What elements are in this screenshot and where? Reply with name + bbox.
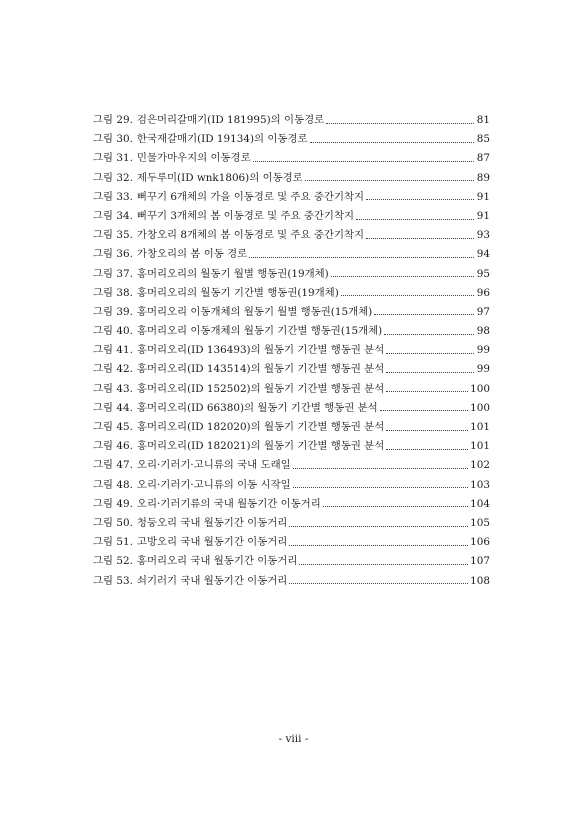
page-reference: 100 (470, 382, 490, 395)
figure-number: 그림 37. (93, 267, 133, 280)
figure-list-item[interactable] (93, 169, 490, 188)
figure-title: 홍머리오리 이동개체의 월동기 월별 행동권(15개체) (136, 305, 373, 318)
figure-list-item[interactable] (93, 188, 490, 207)
dot-leader (380, 409, 469, 411)
figure-list-item[interactable] (93, 533, 490, 552)
figure-title: 홍머리오리(ID 136493)의 월동기 기간별 행동권 분석 (136, 344, 385, 357)
figure-title: 뻐꾸기 3개체의 봄 이동경로 및 주요 중간기착지 (136, 209, 355, 222)
figure-number: 그림 42. (93, 363, 133, 376)
figure-list-item[interactable] (93, 437, 490, 456)
figure-title: 홍머리오리의 월동기 월별 행동권(19개체) (136, 267, 329, 280)
page-reference: 89 (476, 171, 490, 184)
figure-number: 그림 39. (93, 305, 133, 318)
figure-title: 가창오리의 봄 이동 경로 (136, 248, 248, 261)
page-reference: 97 (476, 305, 490, 318)
figure-number: 그림 50. (93, 516, 133, 529)
page-reference: 100 (470, 401, 490, 414)
dot-leader (366, 198, 474, 200)
figure-number: 그림 38. (93, 286, 133, 299)
figure-list-item[interactable] (93, 495, 490, 514)
dot-leader (293, 467, 469, 469)
figure-title: 홍머리오리(ID 66380)의 월동기 기간별 행동권 분석 (136, 401, 378, 414)
figure-number: 그림 51. (93, 536, 133, 549)
page-reference: 99 (476, 363, 490, 376)
figure-number: 그림 49. (93, 497, 133, 510)
figure-title: 민물가마우지의 이동경로 (136, 152, 251, 165)
figure-list-item[interactable] (93, 322, 490, 341)
dot-leader (323, 505, 468, 507)
figure-title: 홍머리오리의 월동기 기간별 행동권(19개체) (136, 286, 339, 299)
figure-list-item[interactable] (93, 284, 490, 303)
page-reference: 94 (476, 248, 490, 261)
dot-leader (289, 582, 468, 584)
dot-leader (386, 352, 474, 354)
dot-leader (384, 333, 474, 335)
page-reference: 101 (470, 421, 490, 433)
figure-title: 홍머리오리(ID 143514)의 월동기 기간별 행동권 분석 (136, 363, 385, 376)
figure-number: 그림 31. (93, 152, 133, 165)
page-reference: 96 (476, 286, 490, 299)
figure-title: 홍머리오리 이동개체의 월동기 기간별 행동권(15개체) (136, 325, 383, 338)
figure-list-item[interactable] (93, 130, 490, 149)
figure-list-item[interactable] (93, 341, 490, 360)
figure-list-item[interactable] (93, 245, 490, 264)
dot-leader (253, 160, 474, 162)
page-reference: 85 (476, 133, 490, 146)
figure-number: 그림 43. (93, 382, 133, 395)
figure-list-item[interactable] (93, 226, 490, 245)
figure-number: 그림 33. (93, 190, 133, 203)
figure-title: 오리·기러기·고니류의 이동 시작일 (136, 478, 291, 491)
dot-leader (331, 275, 474, 277)
figure-list-item[interactable] (93, 476, 490, 495)
figure-list-item[interactable] (93, 360, 490, 379)
figure-number: 그림 41. (93, 344, 133, 357)
figure-number: 그림 53. (93, 574, 133, 587)
figure-number: 그림 36. (93, 248, 133, 261)
page-reference: 99 (476, 344, 490, 357)
page-reference: 104 (470, 497, 490, 510)
figure-title: 고방오리 국내 월동기간 이동거리 (136, 536, 288, 549)
dot-leader (374, 313, 474, 315)
figure-number: 그림 34. (93, 209, 133, 222)
figure-title: 가창오리 8개체의 봄 이동경로 및 주요 중간기착지 (136, 229, 365, 242)
dot-leader (386, 390, 468, 392)
page-reference: 107 (470, 555, 490, 568)
page-reference: 101 (470, 440, 490, 453)
figure-title: 뻐꾸기 6개체의 가을 이동경로 및 주요 중간기착지 (136, 190, 365, 203)
figure-title: 한국재갈매기(ID 19134)의 이동경로 (136, 133, 308, 146)
page-reference: 95 (476, 267, 490, 280)
figure-number: 그림 44. (93, 401, 133, 414)
figure-number: 그림 45. (93, 421, 133, 433)
page-reference: 91 (476, 209, 490, 222)
figure-title: 홍머리오리(ID 152502)의 월동기 기간별 행동권 분석 (136, 382, 385, 395)
page-reference: 108 (470, 574, 490, 587)
page-reference: 103 (470, 478, 490, 491)
figure-list (93, 111, 490, 591)
figure-title: 검은머리갈매기(ID 181995)의 이동경로 (136, 114, 325, 126)
figure-number: 그림 47. (93, 459, 133, 472)
dot-leader (249, 256, 474, 258)
figure-list-item[interactable] (93, 572, 490, 591)
figure-list-item[interactable] (93, 207, 490, 226)
dot-leader (305, 179, 474, 181)
figure-list-item[interactable] (93, 514, 490, 533)
figure-number: 그림 30. (93, 133, 133, 146)
dot-leader (386, 429, 468, 431)
page-reference: 93 (476, 229, 490, 242)
dot-leader (310, 141, 474, 143)
dot-leader (299, 563, 468, 565)
figure-title: 제두루미(ID wnk1806)의 이동경로 (136, 171, 303, 184)
figure-title: 쇠기러기 국내 월동기간 이동거리 (136, 574, 288, 587)
figure-list-item[interactable] (93, 149, 490, 168)
figure-list-item[interactable] (93, 380, 490, 399)
figure-title: 청둥오리 국내 월동기간 이동거리 (136, 516, 288, 529)
page-reference: 81 (476, 114, 490, 126)
dot-leader (341, 294, 474, 296)
dot-leader (386, 448, 468, 450)
figure-number: 그림 29. (93, 114, 133, 126)
figure-number: 그림 52. (93, 555, 133, 568)
figure-number: 그림 32. (93, 171, 133, 184)
dot-leader (289, 525, 468, 527)
dot-leader (356, 218, 474, 220)
page-reference: 102 (470, 459, 490, 472)
page-reference: 87 (476, 152, 490, 165)
figure-number: 그림 40. (93, 325, 133, 338)
page-reference: 98 (476, 325, 490, 338)
page-reference: 105 (470, 516, 490, 529)
figure-number: 그림 46. (93, 440, 133, 453)
page-number: - viii - (278, 733, 309, 745)
dot-leader (366, 237, 474, 239)
figure-list-item[interactable] (93, 552, 490, 571)
dot-leader (293, 486, 469, 488)
dot-leader (386, 371, 474, 373)
figure-title: 홍머리오리(ID 182021)의 월동기 기간별 행동권 분석 (136, 440, 385, 453)
figure-list-item[interactable] (93, 399, 490, 418)
page-reference: 91 (476, 190, 490, 203)
figure-title: 오리·기러기류의 국내 월동기간 이동거리 (136, 497, 321, 510)
figure-list-item[interactable] (93, 265, 490, 284)
figure-list-item[interactable] (93, 111, 490, 130)
figure-title: 오리·기러기·고니류의 국내 도래일 (136, 459, 291, 472)
dot-leader (326, 122, 474, 124)
figure-title: 홍머리오리(ID 182020)의 월동기 기간별 행동권 분석 (136, 421, 385, 433)
dot-leader (289, 544, 468, 546)
figure-list-item[interactable] (93, 418, 490, 437)
figure-title: 홍머리오리 국내 월동기간 이동거리 (136, 555, 298, 568)
figure-number: 그림 35. (93, 229, 133, 242)
figure-list-item[interactable] (93, 456, 490, 475)
figure-list-item[interactable] (93, 303, 490, 322)
figure-number: 그림 48. (93, 478, 133, 491)
page-reference: 106 (470, 536, 490, 549)
